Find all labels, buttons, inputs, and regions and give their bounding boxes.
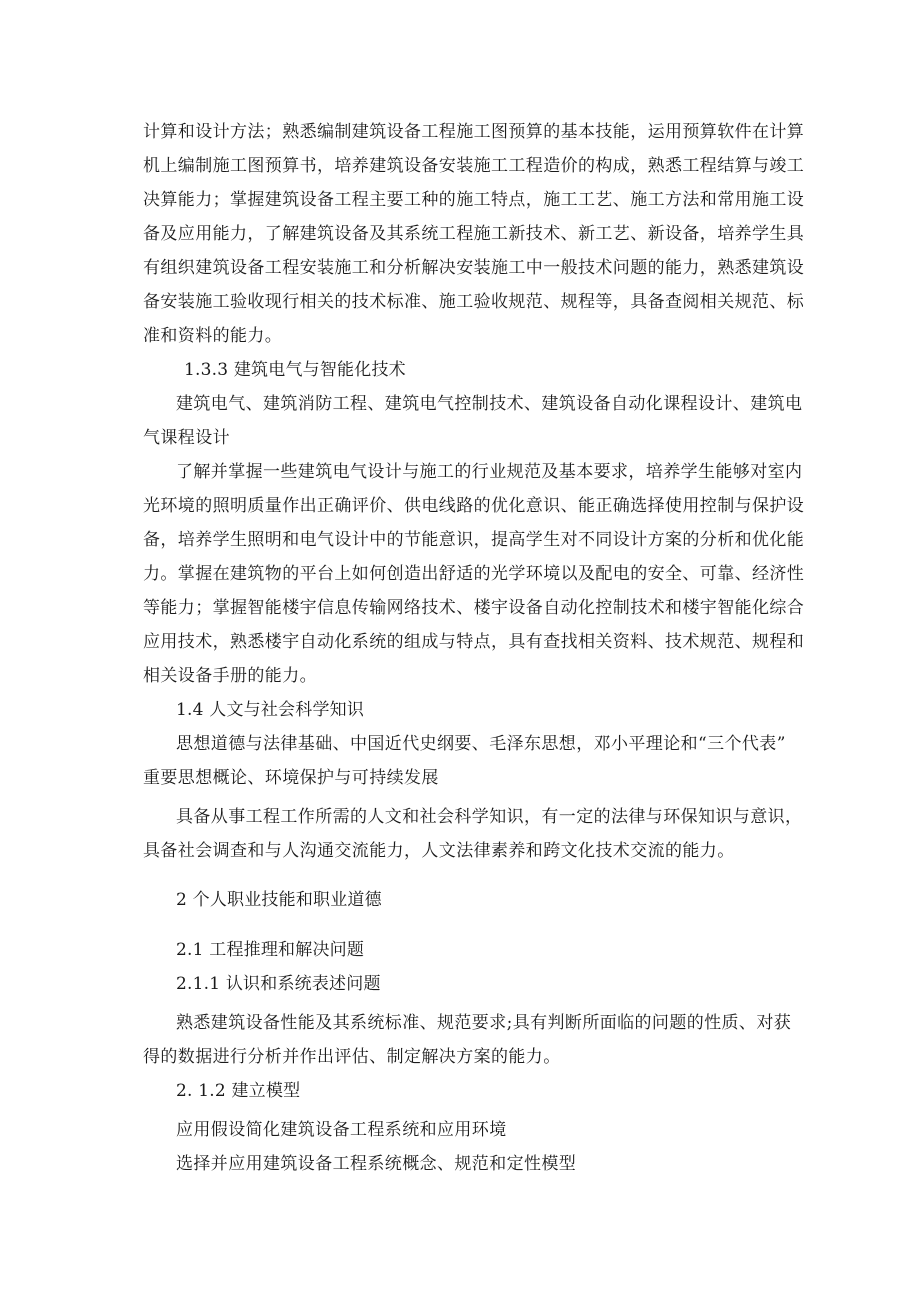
paragraph-line: 重要思想概论、环境保护与可持续发展 xyxy=(143,768,439,788)
section-2-1-heading: 2.1 工程推理和解决问题 xyxy=(176,940,365,960)
paragraph-line: 建筑电气、建筑消防工程、建筑电气控制技术、建筑设备自动化课程设计、建筑电 xyxy=(176,394,803,414)
paragraph-line: 气课程设计 xyxy=(143,428,230,448)
paragraph-line: 有组织建筑设备工程安装施工和分析解决安装施工中一般技术问题的能力，熟悉建筑设 xyxy=(143,258,805,278)
paragraph-line: 具备社会调查和与人沟通交流能力，人文法律素养和跨文化技术交流的能力。 xyxy=(143,841,735,861)
paragraph-line: 备，培养学生照明和电气设计中的节能意识，提高学生对不同设计方案的分析和优化能 xyxy=(143,530,805,550)
paragraph-line: 得的数据进行分析并作出评估、制定解决方案的能力。 xyxy=(143,1047,561,1067)
paragraph-line: 备及应用能力，了解建筑设备及其系统工程施工新技术、新工艺、新设备，培养学生具 xyxy=(143,224,805,244)
section-1-4-heading: 1.4 人文与社会科学知识 xyxy=(176,700,365,720)
paragraph-line: 备安装施工验收现行相关的技术标准、施工验收规范、规程等，具备查阅相关规范、标 xyxy=(143,292,805,312)
paragraph-line: 准和资料的能力。 xyxy=(143,326,283,346)
paragraph-line: 熟悉建筑设备性能及其系统标准、规范要求;具有判断所面临的问题的性质、对获 xyxy=(176,1013,792,1033)
paragraph-line: 等能力；掌握智能楼宇信息传输网络技术、楼宇设备自动化控制技术和楼宇智能化综合 xyxy=(143,598,805,618)
section-1-3-3-heading: 1.3.3 建筑电气与智能化技术 xyxy=(184,360,406,380)
section-2-1-2-heading: 2. 1.2 建立模型 xyxy=(176,1081,301,1101)
paragraph-line: 机上编制施工图预算书，培养建筑设备安装施工工程造价的构成，熟悉工程结算与竣工 xyxy=(143,156,805,176)
paragraph-line: 相关设备手册的能力。 xyxy=(143,666,317,686)
paragraph-line: 决算能力；掌握建筑设备工程主要工种的施工特点，施工工艺、施工方法和常用施工设 xyxy=(143,190,805,210)
section-2-1-1-heading: 2.1.1 认识和系统表述问题 xyxy=(176,974,381,994)
paragraph-line: 具备从事工程工作所需的人文和社会科学知识，有一定的法律与环保知识与意识， xyxy=(176,807,803,827)
list-item: 应用假设简化建筑设备工程系统和应用环境 xyxy=(176,1120,507,1140)
list-item: 选择并应用建筑设备工程系统概念、规范和定性模型 xyxy=(176,1154,577,1174)
paragraph-line: 力。掌握在建筑物的平台上如何创造出舒适的光学环境以及配电的安全、可靠、经济性 xyxy=(143,564,805,584)
paragraph-line: 了解并掌握一些建筑电气设计与施工的行业规范及基本要求，培养学生能够对室内 xyxy=(176,462,803,482)
paragraph-line: 思想道德与法律基础、中国近代史纲要、毛泽东思想，邓小平理论和“三个代表” xyxy=(176,734,786,754)
paragraph-line: 计算和设计方法；熟悉编制建筑设备工程施工图预算的基本技能，运用预算软件在计算 xyxy=(143,122,805,142)
section-2-heading: 2 个人职业技能和职业道德 xyxy=(176,890,382,910)
paragraph-line: 光环境的照明质量作出正确评价、供电线路的优化意识、能正确选择使用控制与保护设 xyxy=(143,496,805,516)
paragraph-line: 应用技术，熟悉楼宇自动化系统的组成与特点，具有查找相关资料、技术规范、规程和 xyxy=(143,632,805,652)
